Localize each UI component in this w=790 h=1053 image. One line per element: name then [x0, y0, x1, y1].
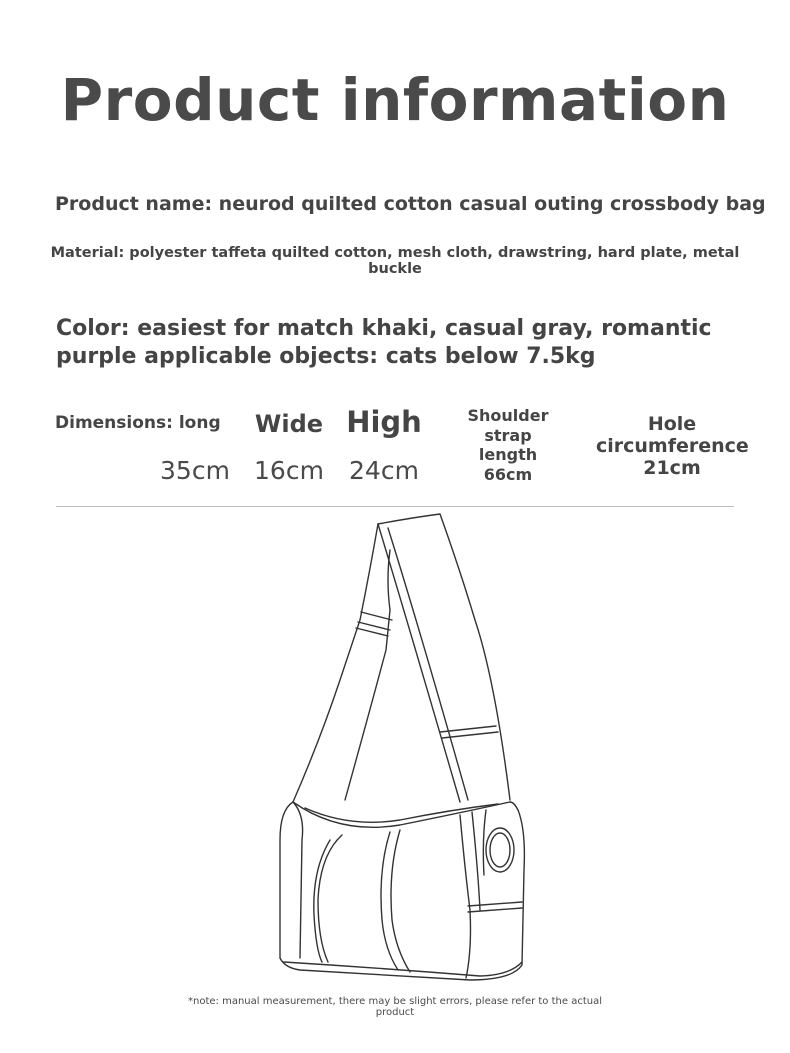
back-strap	[293, 524, 378, 802]
strap-label-3: length	[478, 445, 538, 464]
color-line-2: purple applicable objects: cats below 7.5kg	[56, 344, 596, 369]
strap-label-1: Shoulder	[467, 406, 549, 425]
hole-label-2: circumference	[596, 435, 749, 457]
quilt-panel-right	[381, 832, 398, 970]
bag-opening	[293, 802, 510, 827]
divider	[56, 506, 734, 507]
product-name: Product name: neurod quilted cotton casual outing crossbody bag	[55, 193, 766, 215]
strap-label-2: strap	[484, 425, 532, 445]
dimension-high-label: High	[346, 405, 422, 439]
hole-label-1: Hole	[647, 413, 697, 435]
page-title: Product information	[60, 66, 730, 134]
shoulder-strap-length	[458, 406, 558, 484]
hole-circumference	[596, 413, 748, 479]
measurement-note: *note: manual measurement, there may be slight errors, please refer to the actual product	[188, 996, 602, 1018]
strap-value: 66cm	[483, 464, 533, 484]
dimension-high-value: 24cm	[349, 456, 419, 485]
dimension-long-value: 35cm	[160, 456, 230, 485]
product-material: Material: polyester taffeta quilted cotton, mesh cloth, drawstring, hard plate, metal buckle	[50, 245, 740, 277]
dimension-wide-value: 16cm	[254, 456, 324, 485]
quilt-panel-left	[318, 835, 342, 962]
product-color-info	[56, 315, 746, 371]
hole-value: 21cm	[643, 457, 701, 479]
dimensions-label: Dimensions: long	[55, 413, 221, 433]
color-line-1: Color: easiest for match khaki, casual gray, romantic	[56, 316, 712, 341]
crossbody-bag-illustration	[260, 510, 540, 990]
bag-body	[280, 802, 524, 980]
front-strap	[378, 514, 510, 800]
dimension-wide-label: Wide	[254, 410, 324, 438]
